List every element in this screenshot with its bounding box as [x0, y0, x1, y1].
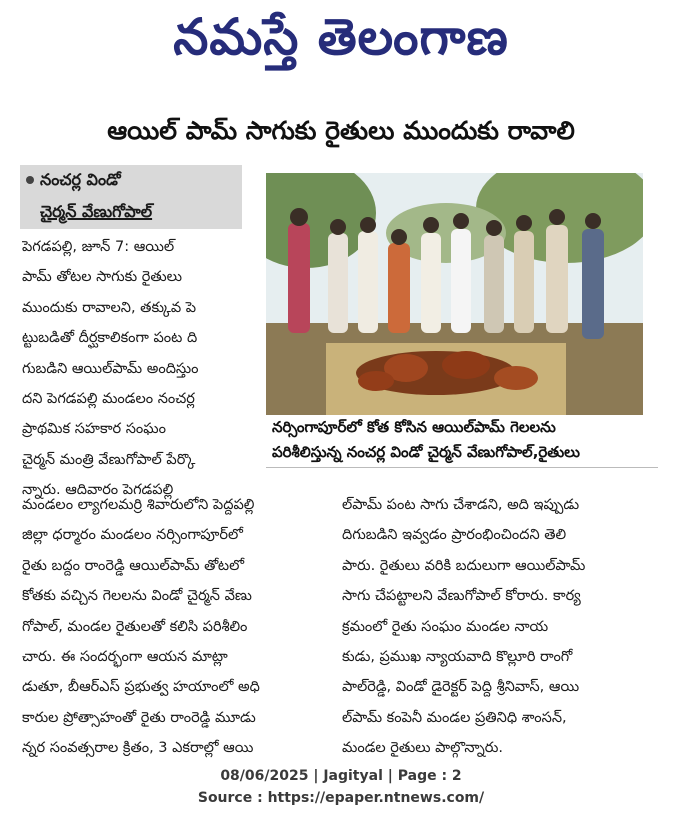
article-line: చైర్మన్ మంత్రి వేణుగోపాల్ పేర్కొ: [22, 451, 196, 468]
article-line: జిల్లా ధర్మారం మండలం నర్సింగాపూర్‌లో: [22, 527, 243, 544]
article-line: ల్‌పామ్ కంపెనీ మండల ప్రతినిధి శాంసన్,: [342, 709, 567, 726]
article-column-right: [342, 490, 642, 764]
article-line: గుబడిని ఆయిల్‌పామ్ అందిస్తుం: [22, 360, 199, 377]
article-line: దిగుబడిని ఇవ్వడం ప్రారంభించిందని తెలి: [342, 527, 567, 544]
masthead-logo: నమస్తే తెలంగాణ: [173, 8, 509, 66]
footer-dateline: 08/06/2025 | Jagityal | Page : 2: [220, 768, 462, 784]
article-line: చారు. ఈ సందర్భంగా ఆయన మాట్లా: [22, 648, 228, 665]
article-line: న్నర సంవత్సరాల క్రితం, 3 ఎకరాల్లో ఆయి: [22, 740, 254, 757]
article-line: పామ్ తోటల సాగుకు రైతులు: [22, 269, 182, 286]
bullet-icon: [26, 176, 34, 184]
article-line: పెగడపల్లి, జూన్ 7: ఆయిల్: [22, 239, 175, 255]
news-photo: [266, 173, 643, 415]
article-column-left: [22, 232, 242, 506]
article-line: సాగు చేపట్టాలని వేణుగోపాల్ కోరారు. కార్య: [342, 588, 581, 605]
headline: ఆయిల్ పామ్ సాగుకు రైతులు ముందుకు రావాలి: [107, 116, 575, 145]
article-line: కోతకు వచ్చిన గెలలను విండో చైర్మన్ వేణు: [22, 588, 252, 605]
footer-source: Source : https://epaper.ntnews.com/: [197, 790, 485, 806]
article-line: ప్రాథమిక సహకార సంఘం: [22, 421, 166, 438]
caption-line-2: పరిశీలిస్తున్న నంచర్ల విండో చైర్మన్ వేణుగోపాల్,రైతులు: [272, 443, 580, 461]
article-line: కారుల ప్రోత్సాహంతో రైతు రాంరెడ్డి మూడు: [22, 709, 256, 726]
article-line: న్నారు. ఆదివారం పెగడపల్లి: [22, 482, 174, 499]
article-line: రైతు బద్దం రాంరెడ్డి ఆయిల్‌పామ్ తోటలో: [22, 557, 244, 574]
article-line: ల్‌పామ్ పంట సాగు చేశాడని, అది ఇప్పుడు: [342, 497, 580, 513]
article-line: మండల రైతులు పాల్గొన్నారు.: [342, 740, 504, 757]
article-line: గోపాల్, మండల రైతులతో కలిసి పరిశీలిం: [22, 618, 248, 635]
article-line: ట్టుబడితో దీర్ఘకాలికంగా పంట ది: [22, 330, 198, 347]
photo-illustration: [266, 173, 643, 415]
article-line: పారు. రైతులు వరికి బదులుగా ఆయిల్‌పామ్: [342, 557, 586, 574]
article-line: ముందుకు రావాలని, తక్కువ పె: [22, 299, 197, 316]
article-line: కుడు, ప్రముఖ న్యాయవాది కొల్లూరి రాంగో: [342, 648, 573, 665]
kicker-line-2: చైర్మన్ వేణుగోపాల్: [40, 202, 153, 221]
article-line: డుతూ, బీఆర్‌ఎస్ ప్రభుత్వ హయాంలో అధి: [22, 679, 260, 696]
article-line: దని పెగడపల్లి మండలం నంచర్ల: [22, 390, 195, 407]
article-line: పాల్‌రెడ్డి, విండో డైరెక్టర్ పెద్ది శ్రీనివాస్, ఆయి: [342, 679, 580, 696]
article-column-left-continued: [22, 490, 340, 764]
photo-caption: [266, 415, 658, 468]
article-line: మండలం ల్యాగలమర్రి శివారులోని పెద్దపల్లి: [22, 497, 255, 513]
caption-line-1: నర్సింగాపూర్‌లో కోత కోసిన ఆయిల్‌పామ్ గెలలను: [272, 418, 556, 436]
article-line: క్రమంలో రైతు సంఘం మండల నాయ: [342, 618, 549, 635]
kicker-line-1: నంచర్ల విండో: [40, 170, 121, 189]
